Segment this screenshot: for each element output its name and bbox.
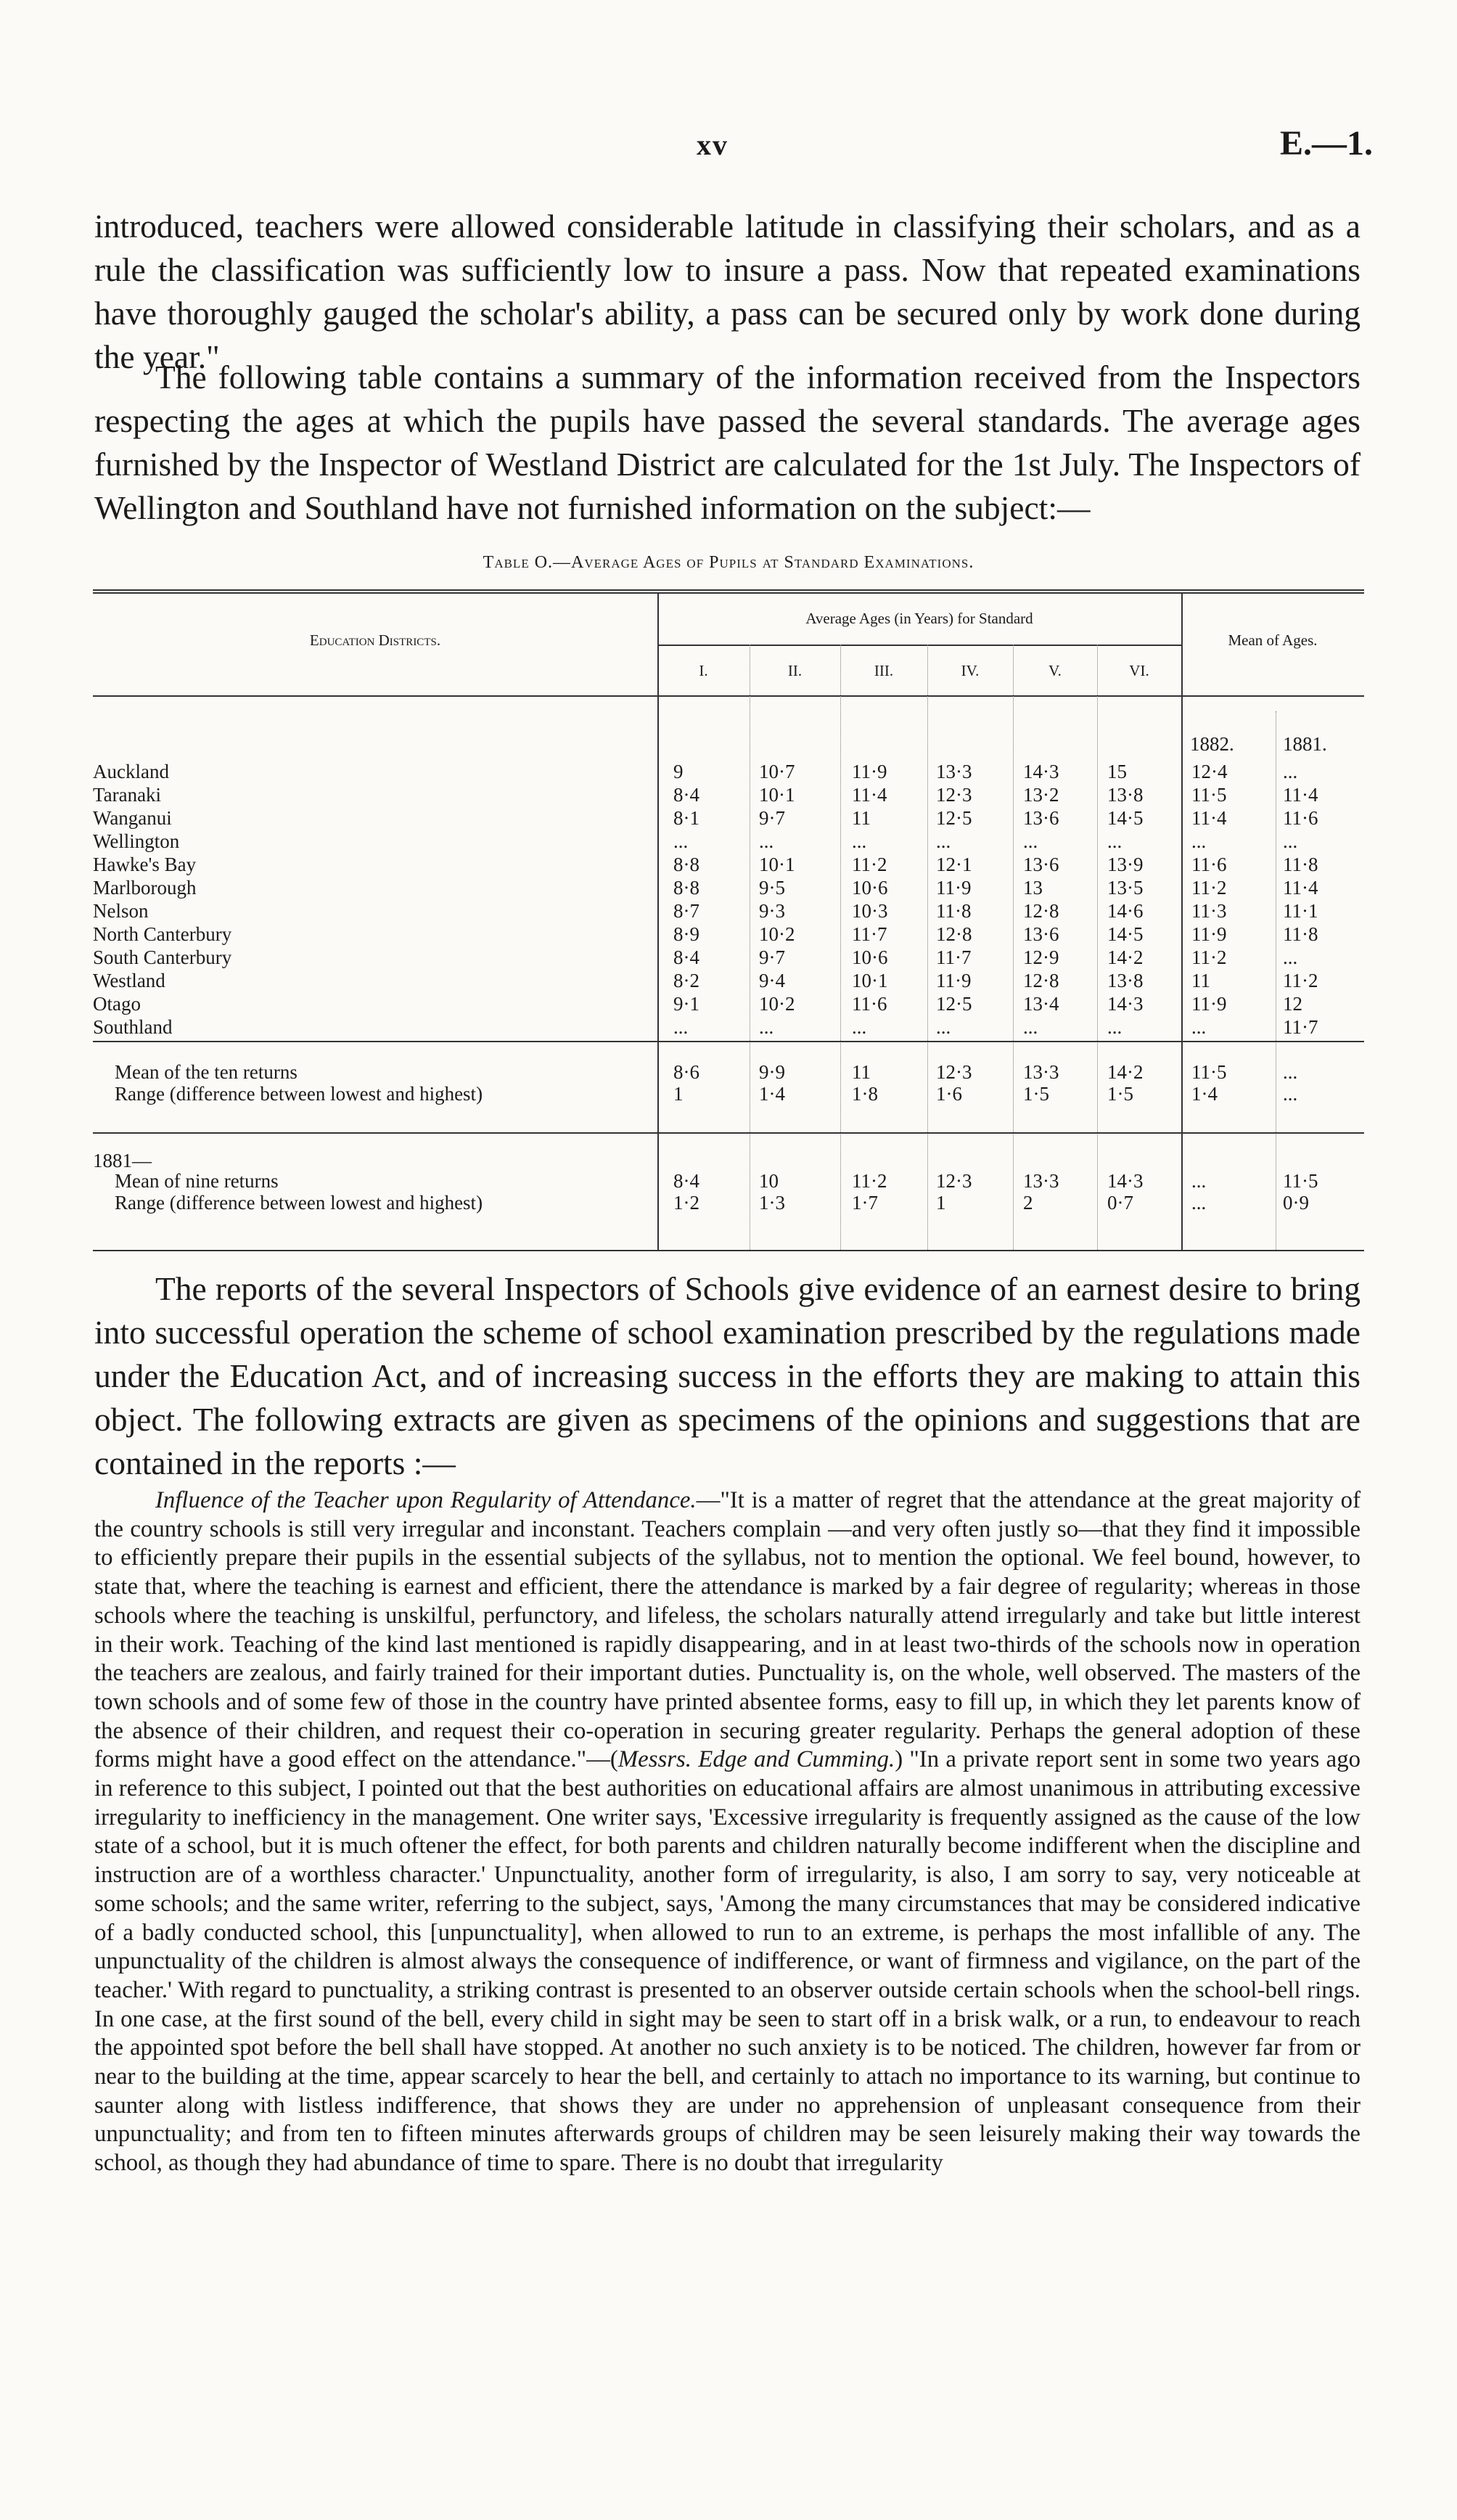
table-cell: 14·2 xyxy=(1107,946,1144,968)
table-cell: 9 xyxy=(673,761,684,782)
table-cell: 12·8 xyxy=(936,923,972,945)
header-standard-1: I. xyxy=(699,662,708,679)
table-cell: 14·5 xyxy=(1107,923,1144,945)
table-cell: 11·5 xyxy=(1191,784,1227,806)
table-cell: 13·4 xyxy=(1023,993,1059,1015)
table-cell: 1·8 xyxy=(852,1083,878,1105)
section-1881-label: 1881— xyxy=(93,1150,152,1171)
row-label: Nelson xyxy=(93,900,149,922)
page-number: xv xyxy=(697,128,728,161)
table-cell: 11·2 xyxy=(1283,970,1318,991)
col-sep-5 xyxy=(1097,645,1098,1250)
table-cell: 11·4 xyxy=(1283,877,1318,899)
table-cell: 11·9 xyxy=(1191,993,1227,1015)
table-cell: 1·5 xyxy=(1023,1083,1049,1105)
row-label: Wellington xyxy=(93,830,180,852)
table-cell: 13·3 xyxy=(1023,1170,1059,1192)
table-cell: ... xyxy=(1023,830,1038,852)
table-cell: 13·3 xyxy=(1023,1061,1059,1083)
table-cell: 11·9 xyxy=(852,761,887,782)
table-cell: 8·1 xyxy=(673,807,699,829)
table-cell: 10·1 xyxy=(759,784,795,806)
table-cell: 1·7 xyxy=(852,1192,878,1214)
table-cell: 13·8 xyxy=(1107,784,1144,806)
table-cell: 9·1 xyxy=(673,993,699,1015)
table-cell: 11·9 xyxy=(1191,923,1227,945)
table-cell: 13·9 xyxy=(1107,854,1144,875)
table-cell: 10·1 xyxy=(759,854,795,875)
table-cell: 11 xyxy=(852,807,871,829)
header-average-ages: Average Ages (in Years) for Standard xyxy=(805,610,1033,627)
table-subheader-rule xyxy=(657,645,1181,646)
table-cell: 11·7 xyxy=(1283,1016,1318,1038)
table-cell: 9·9 xyxy=(759,1061,785,1083)
col-sep-2 xyxy=(840,645,841,1250)
table-cell: 10·6 xyxy=(852,877,888,899)
table-cell: 10·7 xyxy=(759,761,795,782)
table-cell: 1·4 xyxy=(759,1083,785,1105)
header-year-1881: 1881. xyxy=(1283,733,1327,755)
table-cell: 11·6 xyxy=(1191,854,1227,875)
table-cell: 12 xyxy=(1283,993,1302,1015)
table-divider-mean xyxy=(1181,592,1183,1250)
table-cell: ... xyxy=(936,830,951,852)
row-label: Wanganui xyxy=(93,807,172,829)
table-divider-districts xyxy=(657,592,659,1250)
table-cell: ... xyxy=(759,1016,774,1038)
table-header-bottom-rule xyxy=(93,695,1364,697)
table-cell: 11·6 xyxy=(1283,807,1318,829)
header-districts: Education Districts. xyxy=(309,631,441,649)
table-cell: 1·2 xyxy=(673,1192,699,1214)
table-bottom-rule xyxy=(93,1250,1364,1251)
extract-text-2: ) "In a private report sent in some two years ago in reference to this subject, I pointed out that the best authorities on educational affairs are almost unanimous in attributing excessive irregularity to inefficiency in the management. One writer says, 'Excessive irregularity is frequently assigned as the cause of the low state of a school, but it is much oftener the effect, for both parents and children naturally become indifferent when the discipline and instruction are of a worthless character.' Unpunctuality, another form of irregularity, is also, I am sorry to say, very noticeable at some schools; and the same writer, referring to the subject, says, 'Among the many circumstances that may be considered indicative of a badly conducted school, this [unpunctuality], when allowed to run to an extreme, is perhaps the most infallible of any. The unpunctuality of the children is almost always the consequence of indifference, or want of firmness and vigilance, on the part of the teacher.' With regard to punctuality, a striking contrast is presented to an observer outside certain schools when the school-bell rings. In one case, at the first sound of the bell, every child in sight may be seen to start off in a brisk walk, or a run, to endeavour to reach the appointed spot before the bell shall have stopped. At another no such anxiety is to be noticed. The children, however far from or near to the building at the time, appear scarcely to hear the bell, and certainly to attach no importance to its warning, but continue to saunter along with listless indifference, that shows they are under no apprehension of unpleasant consequence from their unpunctuality; and from ten to fifteen minutes afterwards groups of children may be seen leisurely making their way towards the school, as though they had abundance of time to spare. There is no doubt that irregularity xyxy=(94,1746,1360,2177)
table-cell: 12·1 xyxy=(936,854,972,875)
table-cell: 12·5 xyxy=(936,993,972,1015)
table-cell: 2 xyxy=(1023,1192,1033,1214)
table-cell: 11·4 xyxy=(1191,807,1227,829)
table-cell: 11·8 xyxy=(1283,923,1318,945)
table-cell: 11·2 xyxy=(1191,877,1227,899)
extract-text: —"It is a matter of regret that the attendance at the great majority of the country schools is still very irregular and inconstant. Teachers complain —and very often justly so—that they find it impossible to efficiently prepare their pupils in the essential subjects of the syllabus, not to mention the optional. We feel bound, however, to state that, where the teaching is earnest and efficient, there the attendance is marked by a fair degree of regularity; whereas in those schools where the teaching is unskilful, perfunctory, and lifeless, the scholars naturally attend irregularly and take but little interest in their work. Teaching of the kind last mentioned is rapidly disappearing, and in at least two-thirds of the schools now in operation the teachers are zealous, and fairly trained for their important duties. Punctuality is, on the whole, well observed. The masters of the town schools and of some few of those in the country have printed absentee forms, easy to fill up, in which they let parents know of the absence of their children, and request their co-operation in securing greater regularity. Perhaps the general adoption of these forms might have a good effect on the attendance."—( xyxy=(94,1487,1360,1773)
row-label: Otago xyxy=(93,993,141,1015)
table-cell: 10·1 xyxy=(852,970,888,991)
table-cell: 12·8 xyxy=(1023,970,1059,991)
table-cell: ... xyxy=(852,830,867,852)
table-cell: 11·2 xyxy=(852,1170,887,1192)
table-cell: 13·6 xyxy=(1023,923,1059,945)
table-cell: 11·7 xyxy=(936,946,972,968)
table-caption: Table O.—Average Ages of Pupils at Standard Examinations. xyxy=(483,553,974,572)
row-label: Mean of nine returns xyxy=(115,1170,279,1192)
table-cell: ... xyxy=(673,830,689,852)
table-cell: 13·6 xyxy=(1023,807,1059,829)
table-cell: ... xyxy=(1283,1061,1298,1083)
table-cell: 15 xyxy=(1107,761,1127,782)
table-cell: 10·3 xyxy=(852,900,888,922)
col-sep-4 xyxy=(1013,645,1014,1250)
col-sep-3 xyxy=(927,645,928,1250)
table-cell: 8·9 xyxy=(673,923,699,945)
row-label: Taranaki xyxy=(93,784,162,806)
row-label: Hawke's Bay xyxy=(93,854,197,875)
row-label: Range (difference between lowest and highest) xyxy=(115,1192,483,1214)
table-cell: 14·3 xyxy=(1023,761,1059,782)
table-cell: 11·5 xyxy=(1191,1061,1227,1083)
table-cell: 13 xyxy=(1023,877,1043,899)
table-cell: 13·8 xyxy=(1107,970,1144,991)
row-label: Southland xyxy=(93,1016,173,1038)
table-cell: 9·3 xyxy=(759,900,785,922)
table-cell: ... xyxy=(673,1016,689,1038)
extract-paragraph xyxy=(94,1486,1360,2178)
table-cell: 0·9 xyxy=(1283,1192,1309,1214)
table-cell: ... xyxy=(1191,1016,1207,1038)
table-cell: 1 xyxy=(673,1083,684,1105)
table-cell: ... xyxy=(759,830,774,852)
table-cell: 11 xyxy=(1191,970,1210,991)
table-cell: 11·4 xyxy=(852,784,887,806)
table-cell: 8·7 xyxy=(673,900,699,922)
table-cell: 8·8 xyxy=(673,877,699,899)
header-standard-3: III. xyxy=(874,662,894,679)
row-label: Marlborough xyxy=(93,877,197,899)
table-cell: 11·6 xyxy=(852,993,887,1015)
table-cell: ... xyxy=(1107,1016,1122,1038)
section-1881-rule xyxy=(93,1132,1364,1134)
table-cell: 1·3 xyxy=(759,1192,785,1214)
table-cell: ... xyxy=(1191,1192,1207,1214)
table-cell: 8·4 xyxy=(673,946,699,968)
table-cell: 11·8 xyxy=(1283,854,1318,875)
row-label: South Canterbury xyxy=(93,946,232,968)
table-cell: 12·4 xyxy=(1191,761,1228,782)
table-cell: 11·1 xyxy=(1283,900,1318,922)
table-cell: 14·5 xyxy=(1107,807,1144,829)
table-cell: 11 xyxy=(852,1061,871,1083)
table-cell: 12·8 xyxy=(1023,900,1059,922)
table-cell: ... xyxy=(1283,1083,1298,1105)
average-ages-table xyxy=(93,589,1364,1251)
table-cell: ... xyxy=(1283,830,1298,852)
summary-rule xyxy=(93,1041,1364,1042)
table-cell: ... xyxy=(1283,761,1298,782)
table-cell: 12·3 xyxy=(936,1061,972,1083)
table-cell: 9·7 xyxy=(759,807,785,829)
row-label: North Canterbury xyxy=(93,923,232,945)
table-cell: 1·5 xyxy=(1107,1083,1133,1105)
table-cell: ... xyxy=(936,1016,951,1038)
header-standard-4: IV. xyxy=(961,662,980,679)
table-cell: 0·7 xyxy=(1107,1192,1133,1214)
table-cell: 12·3 xyxy=(936,1170,972,1192)
table-cell: ... xyxy=(1191,1170,1207,1192)
extract-attribution: Messrs. Edge and Cumming. xyxy=(617,1746,895,1773)
table-cell: 13·5 xyxy=(1107,877,1144,899)
table-cell: 13·6 xyxy=(1023,854,1059,875)
table-cell: ... xyxy=(1191,830,1207,852)
row-label: Westland xyxy=(93,970,165,991)
reports-paragraph: The reports of the several Inspectors of Schools give evidence of an earnest desire to bring into successful operation the scheme of school examination prescribed by the regulations made under the Education Act, and of increasing success in the efforts they are making to attain this object. The following extracts are given as specimens of the opinions and suggestions that are contained in the reports :— xyxy=(94,1270,1360,1481)
table-cell: 14·2 xyxy=(1107,1061,1144,1083)
table-cell: 14·3 xyxy=(1107,1170,1144,1192)
table-top-rule-2 xyxy=(93,592,1364,594)
table-cell: 12·3 xyxy=(936,784,972,806)
row-label: Range (difference between lowest and highest) xyxy=(115,1083,483,1105)
header-year-1882: 1882. xyxy=(1190,733,1234,755)
table-cell: 11·8 xyxy=(936,900,972,922)
table-cell: 10 xyxy=(759,1170,779,1192)
table-cell: 13·3 xyxy=(936,761,972,782)
header-standard-5: V. xyxy=(1048,662,1062,679)
table-cell: 11·3 xyxy=(1191,900,1227,922)
table-cell: 10·6 xyxy=(852,946,888,968)
header-standard-2: II. xyxy=(787,662,803,679)
document-reference: E.—1. xyxy=(1280,124,1374,163)
table-cell: 11·5 xyxy=(1283,1170,1318,1192)
row-label: Auckland xyxy=(93,761,169,782)
table-cell: 9·5 xyxy=(759,877,785,899)
table-cell: 8·4 xyxy=(673,784,699,806)
table-cell: 9·7 xyxy=(759,946,785,968)
table-cell: 14·3 xyxy=(1107,993,1144,1015)
table-cell: 1·6 xyxy=(936,1083,962,1105)
table-cell: ... xyxy=(1107,830,1122,852)
table-cell: ... xyxy=(852,1016,867,1038)
header-standard-6: VI. xyxy=(1129,662,1149,679)
table-cell: 8·8 xyxy=(673,854,699,875)
row-label: Mean of the ten returns xyxy=(115,1061,297,1083)
table-cell: 12·5 xyxy=(936,807,972,829)
table-cell: 10·2 xyxy=(759,993,795,1015)
table-cell: 1·4 xyxy=(1191,1083,1218,1105)
table-cell: 11·7 xyxy=(852,923,887,945)
table-cell: 11·9 xyxy=(936,970,972,991)
table-cell: 11·2 xyxy=(1191,946,1227,968)
table-cell: 8·4 xyxy=(673,1170,699,1192)
table-cell: 8·2 xyxy=(673,970,699,991)
table-cell: ... xyxy=(1283,946,1298,968)
table-cell: 11·4 xyxy=(1283,784,1318,806)
table-cell: 9·4 xyxy=(759,970,785,991)
table-cell: 10·2 xyxy=(759,923,795,945)
table-top-rule xyxy=(93,589,1364,591)
table-cell: 1 xyxy=(936,1192,946,1214)
table-intro-paragraph: The following table contains a summary of the information received from the Inspectors respecting the ages at which the pupils have passed the several standards. The average ages furnished by the Inspector of Westland District are calculated for the 1st July. The Inspectors of Wellington and Southland have not furnished information on the subject:— xyxy=(94,359,1360,526)
table-cell: 11·2 xyxy=(852,854,887,875)
extract-lead: Influence of the Teacher upon Regularity of Attendance. xyxy=(155,1487,697,1513)
table-cell: 13·2 xyxy=(1023,784,1059,806)
table-cell: 14·6 xyxy=(1107,900,1144,922)
intro-paragraph: introduced, teachers were allowed considerable latitude in classifying their scholars, and as a rule the classification was sufficiently low to insure a pass. Now that repeated examinations have thoroughly gauged the scholar's ability, a pass can be secured only by work done during the year." xyxy=(94,208,1360,375)
table-cell: 11·9 xyxy=(936,877,972,899)
table-cell: 12·9 xyxy=(1023,946,1059,968)
header-mean-of-ages: Mean of Ages. xyxy=(1228,631,1318,649)
table-cell: ... xyxy=(1023,1016,1038,1038)
table-cell: 8·6 xyxy=(673,1061,699,1083)
